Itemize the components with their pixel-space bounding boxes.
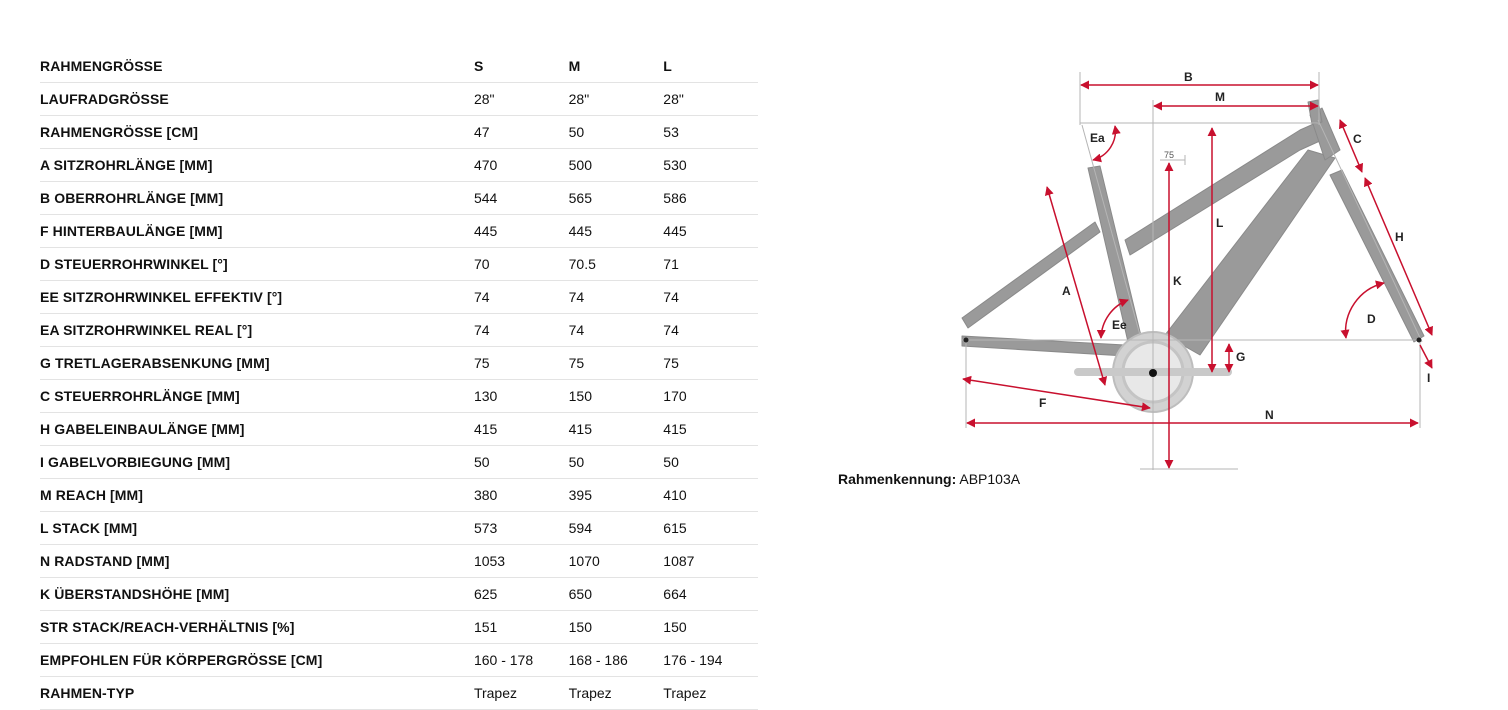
- row-value-m: 50: [569, 116, 664, 149]
- row-value-l: 53: [663, 116, 758, 149]
- row-value-m: 445: [569, 215, 664, 248]
- row-label: G TRETLAGERABSENKUNG [MM]: [40, 347, 474, 380]
- table-row: [40, 347, 758, 380]
- row-label: F HINTERBAULÄNGE [MM]: [40, 215, 474, 248]
- row-value-m: 500: [569, 149, 664, 182]
- row-value-s: 625: [474, 578, 569, 611]
- row-label: L STACK [MM]: [40, 512, 474, 545]
- label-d: D: [1367, 312, 1376, 326]
- header-size-l: L: [663, 50, 758, 83]
- row-label: LAUFRADGRÖSSE: [40, 83, 474, 116]
- header-size-s: S: [474, 50, 569, 83]
- table-row: [40, 644, 758, 677]
- row-value-m: 150: [569, 380, 664, 413]
- row-value-l: 615: [663, 512, 758, 545]
- table-header-row: [40, 50, 758, 83]
- row-label: RAHMENGRÖSSE [CM]: [40, 116, 474, 149]
- seat-stay: [962, 222, 1100, 328]
- table-row: [40, 512, 758, 545]
- label-h: H: [1395, 230, 1404, 244]
- row-value-m: 168 - 186: [569, 644, 664, 677]
- row-value-l: 28": [663, 83, 758, 116]
- row-value-m: 70.5: [569, 248, 664, 281]
- row-value-l: 71: [663, 248, 758, 281]
- table-row: [40, 677, 758, 710]
- row-value-s: 130: [474, 380, 569, 413]
- row-value-l: 410: [663, 479, 758, 512]
- row-value-m: 565: [569, 182, 664, 215]
- label-75: 75: [1164, 150, 1175, 160]
- row-value-s: 380: [474, 479, 569, 512]
- label-a: A: [1062, 284, 1071, 298]
- row-value-l: 50: [663, 446, 758, 479]
- row-value-l: 445: [663, 215, 758, 248]
- row-value-m: 650: [569, 578, 664, 611]
- frame-id-value: ABP103A: [959, 471, 1021, 487]
- row-value-l: 176 - 194: [663, 644, 758, 677]
- fork-axis: [1318, 120, 1422, 342]
- row-label: N RADSTAND [MM]: [40, 545, 474, 578]
- row-value-l: 530: [663, 149, 758, 182]
- geometry-table: [40, 50, 758, 710]
- bottom-bracket-dot: [1149, 369, 1157, 377]
- row-value-s: 573: [474, 512, 569, 545]
- row-value-m: 594: [569, 512, 664, 545]
- table-row: [40, 248, 758, 281]
- label-m: M: [1215, 90, 1225, 104]
- row-value-l: 1087: [663, 545, 758, 578]
- header-label: RAHMENGRÖSSE: [40, 50, 474, 83]
- row-label: EA SITZROHRWINKEL REAL [°]: [40, 314, 474, 347]
- table-row: [40, 149, 758, 182]
- label-g: G: [1236, 350, 1246, 364]
- table-row: [40, 479, 758, 512]
- geometry-table-body: [40, 50, 758, 710]
- row-value-s: 28": [474, 83, 569, 116]
- row-value-s: 544: [474, 182, 569, 215]
- row-value-s: 415: [474, 413, 569, 446]
- row-value-s: 445: [474, 215, 569, 248]
- row-value-m: 50: [569, 446, 664, 479]
- row-value-l: Trapez: [663, 677, 758, 710]
- row-value-s: 160 - 178: [474, 644, 569, 677]
- table-row: [40, 281, 758, 314]
- dim-i: [1420, 345, 1432, 368]
- label-b: B: [1184, 70, 1193, 84]
- row-label: C STEUERROHRLÄNGE [MM]: [40, 380, 474, 413]
- row-label: I GABELVORBIEGUNG [MM]: [40, 446, 474, 479]
- row-label: EMPFOHLEN FÜR KÖRPERGRÖSSE [CM]: [40, 644, 474, 677]
- row-label: EE SITZROHRWINKEL EFFEKTIV [°]: [40, 281, 474, 314]
- row-value-s: 74: [474, 314, 569, 347]
- row-value-s: 70: [474, 248, 569, 281]
- table-row: [40, 83, 758, 116]
- row-label: STR STACK/REACH-VERHÄLTNIS [%]: [40, 611, 474, 644]
- table-row: [40, 215, 758, 248]
- table-row: [40, 545, 758, 578]
- row-value-l: 170: [663, 380, 758, 413]
- label-f: F: [1039, 396, 1047, 410]
- row-value-m: 1070: [569, 545, 664, 578]
- row-label: K ÜBERSTANDSHÖHE [MM]: [40, 578, 474, 611]
- label-ee: Ee: [1112, 318, 1127, 332]
- row-label: M REACH [MM]: [40, 479, 474, 512]
- dim-a: [1047, 187, 1105, 385]
- row-value-l: 74: [663, 314, 758, 347]
- label-c: C: [1353, 132, 1362, 146]
- header-size-m: M: [569, 50, 664, 83]
- row-value-s: 74: [474, 281, 569, 314]
- row-value-m: 74: [569, 281, 664, 314]
- table-row: [40, 446, 758, 479]
- row-label: RAHMEN-TYP: [40, 677, 474, 710]
- table-row: [40, 116, 758, 149]
- frame-geometry-diagram: [940, 60, 1450, 475]
- arc-d: [1346, 283, 1384, 338]
- row-value-s: 75: [474, 347, 569, 380]
- frame-id-label: Rahmenkennung:: [838, 471, 957, 487]
- row-value-l: 74: [663, 281, 758, 314]
- seat-tube: [1088, 166, 1142, 342]
- row-value-m: 75: [569, 347, 664, 380]
- row-value-s: 47: [474, 116, 569, 149]
- row-value-l: 586: [663, 182, 758, 215]
- row-label: A SITZROHRLÄNGE [MM]: [40, 149, 474, 182]
- dim-c: [1340, 120, 1362, 172]
- row-label: D STEUERROHRWINKEL [°]: [40, 248, 474, 281]
- row-value-s: Trapez: [474, 677, 569, 710]
- row-label: H GABELEINBAULÄNGE [MM]: [40, 413, 474, 446]
- row-label: B OBERROHRLÄNGE [MM]: [40, 182, 474, 215]
- front-axle-dot: [1417, 338, 1422, 343]
- row-value-l: 150: [663, 611, 758, 644]
- table-row: [40, 578, 758, 611]
- label-ea: Ea: [1090, 131, 1105, 145]
- stem: [1308, 100, 1322, 124]
- row-value-l: 664: [663, 578, 758, 611]
- frame-id: [838, 471, 1020, 487]
- row-value-m: 415: [569, 413, 664, 446]
- row-value-s: 50: [474, 446, 569, 479]
- row-value-m: 74: [569, 314, 664, 347]
- label-l: L: [1216, 216, 1224, 230]
- chain-stay: [962, 336, 1125, 356]
- rear-axle-dot: [964, 338, 969, 343]
- row-value-s: 151: [474, 611, 569, 644]
- row-value-s: 470: [474, 149, 569, 182]
- row-value-l: 415: [663, 413, 758, 446]
- table-row: [40, 314, 758, 347]
- row-value-m: 150: [569, 611, 664, 644]
- row-value-m: 395: [569, 479, 664, 512]
- label-n: N: [1265, 408, 1274, 422]
- table-row: [40, 611, 758, 644]
- table-row: [40, 413, 758, 446]
- row-value-l: 75: [663, 347, 758, 380]
- label-k: K: [1173, 274, 1182, 288]
- row-value-m: 28": [569, 83, 664, 116]
- table-row: [40, 182, 758, 215]
- table-row: [40, 380, 758, 413]
- row-value-s: 1053: [474, 545, 569, 578]
- label-i: I: [1427, 371, 1431, 385]
- row-value-m: Trapez: [569, 677, 664, 710]
